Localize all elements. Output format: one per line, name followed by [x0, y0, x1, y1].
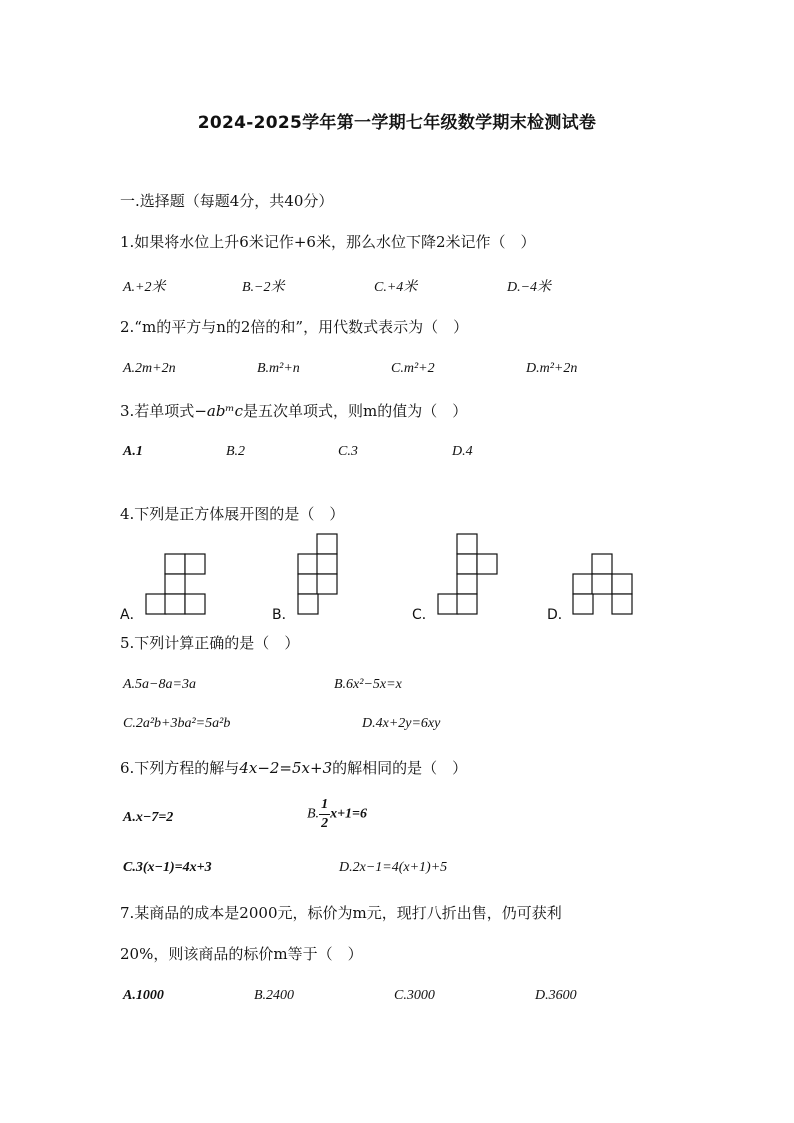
q2-option-b[interactable]: B.m²+n	[257, 361, 300, 376]
q6-option-d[interactable]: D.2x−1=4(x+1)+5	[339, 860, 448, 875]
q5-option-c[interactable]: C.2a²b+3ba²=5a²b	[123, 716, 231, 731]
q1-option-b[interactable]: B.−2米	[242, 280, 285, 295]
q6-stem-post: 的解相同的是（ ）	[332, 759, 468, 777]
q3-option-a[interactable]: A.1	[123, 444, 143, 459]
q3-option-b[interactable]: B.2	[226, 444, 246, 459]
net-label-c: C．	[412, 607, 436, 623]
q1-option-d[interactable]: D.−4米	[507, 280, 552, 295]
net-label-a: A．	[120, 607, 144, 623]
q6-option-b-label: B.	[307, 806, 320, 822]
q6-option-a[interactable]: A.x−7=2	[123, 810, 174, 825]
section-heading: 一.选择题（每题4分，共40分）	[120, 192, 334, 210]
q1-option-a[interactable]: A.+2米	[123, 280, 166, 295]
q6-option-b[interactable]	[307, 796, 367, 833]
fraction-denominator: 2	[321, 816, 329, 831]
q3-option-c[interactable]: C.3	[338, 444, 358, 459]
q7-option-d[interactable]: D.3600	[535, 988, 577, 1003]
question-4-stem: 4.下列是正方体展开图的是（ ）	[120, 505, 345, 523]
question-5-stem: 5.下列计算正确的是（ ）	[120, 634, 300, 652]
net-label-d: D．	[547, 607, 572, 623]
q2-option-c[interactable]: C.m²+2	[391, 361, 435, 376]
q1-option-c[interactable]: C.+4米	[374, 280, 418, 295]
question-6-stem	[120, 757, 467, 778]
q3-expression: −abᵐc	[194, 402, 244, 420]
cube-net-a[interactable]	[145, 553, 207, 615]
q5-option-a[interactable]: A.5a−8a=3a	[123, 677, 196, 692]
question-7-stem-line1: 7.某商品的成本是2000元，标价为m元，现打八折出售，仍可获利	[120, 904, 562, 922]
q3-option-d[interactable]: D.4	[452, 444, 473, 459]
q3-stem-post: 是五次单项式，则m的值为（ ）	[243, 402, 468, 420]
q3-stem-pre: 3.若单项式	[120, 402, 195, 420]
cube-net-d[interactable]	[572, 553, 634, 615]
q7-option-c[interactable]: C.3000	[394, 988, 435, 1003]
q6-option-c[interactable]: C.3(x−1)=4x+3	[123, 860, 212, 875]
cube-net-b[interactable]	[297, 533, 339, 615]
q6-expression: 4x−2=5x+3	[239, 759, 333, 777]
q6-option-b-expr: x+1=6	[330, 806, 368, 822]
question-1-stem: 1.如果将水位上升6米记作+6米，那么水位下降2米记作（ ）	[120, 233, 536, 251]
q6-stem-pre: 6.下列方程的解与	[120, 759, 240, 777]
question-3-stem	[120, 400, 467, 421]
q7-option-b[interactable]: B.2400	[254, 988, 295, 1003]
question-2-stem: 2.“m的平方与n的2倍的和”，用代数式表示为（ ）	[120, 318, 469, 336]
question-7-stem-line2: 20%，则该商品的标价m等于（ ）	[120, 945, 363, 963]
q2-option-d[interactable]: D.m²+2n	[526, 361, 578, 376]
cube-net-c[interactable]	[437, 533, 499, 615]
q7-option-a[interactable]: A.1000	[123, 988, 164, 1003]
page-title: 2024-2025学年第一学期七年级数学期末检测试卷	[197, 113, 597, 133]
net-label-b: B．	[272, 607, 296, 623]
q6-option-b-fraction	[319, 796, 330, 833]
q5-option-b[interactable]: B.6x²−5x=x	[334, 677, 402, 692]
q2-option-a[interactable]: A.2m+2n	[123, 361, 176, 376]
q5-option-d[interactable]: D.4x+2y=6xy	[362, 716, 441, 731]
fraction-numerator: 1	[319, 796, 330, 815]
